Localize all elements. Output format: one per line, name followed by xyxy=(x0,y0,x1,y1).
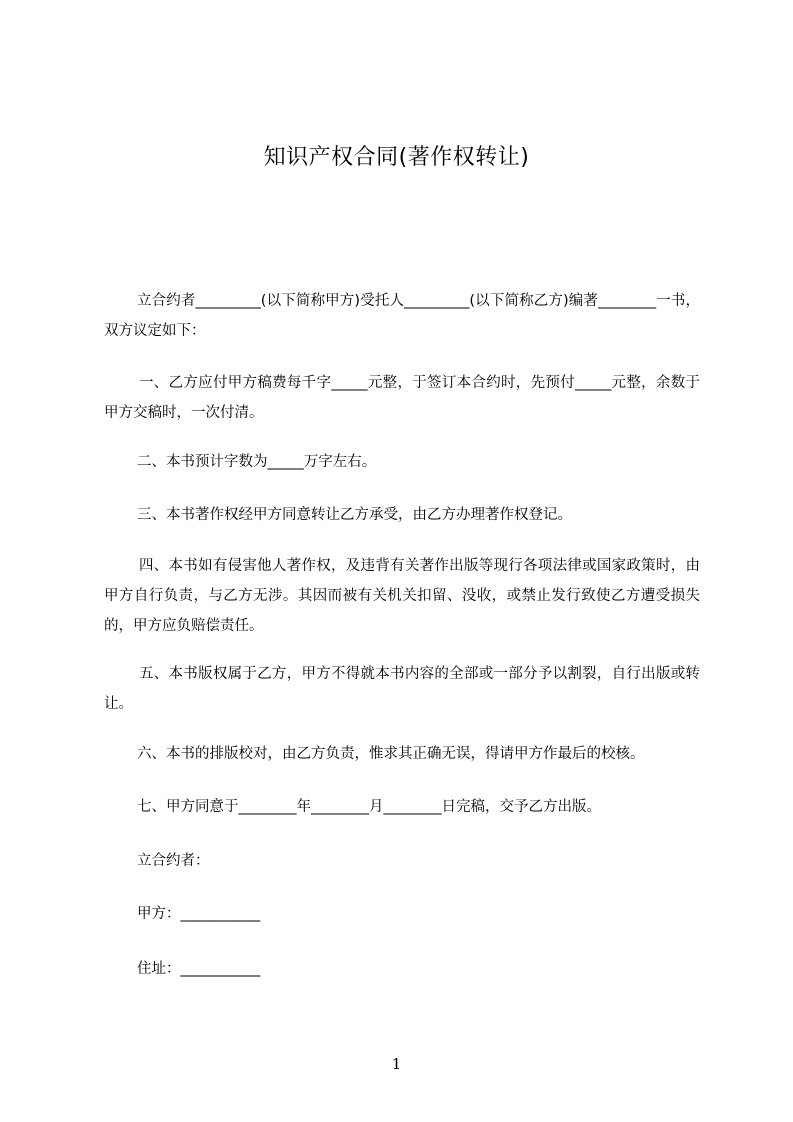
clause-2: 二、本书预计字数为_____万字左右。 xyxy=(137,454,377,470)
party-a-line: 甲方：___________ xyxy=(137,906,261,922)
document-title: 知识产权合同(著作权转让) xyxy=(263,145,530,170)
clause-1: 一、乙方应付甲方稿费每千字_____元整，于签订本合约时，先预付_____元整，余数于甲方交稿时，一次付清。 xyxy=(104,375,700,421)
clause-3: 三、本书著作权经甲方同意转让乙方承受，由乙方办理著作权登记。 xyxy=(137,507,572,523)
clause-5: 五、本书版权属于乙方，甲方不得就本书内容的全部或一部分予以割裂，自行出版或转让。 xyxy=(104,666,700,712)
preamble-paragraph: 立合约者_________(以下简称甲方)受托人_________(以下简称乙方)编著________一书，双方议定如下： xyxy=(104,293,700,339)
clause-6: 六、本书的排版校对，由乙方负责，惟求其正确无误，得请甲方作最后的校核。 xyxy=(137,746,645,762)
clause-4: 四、本书如有侵害他人著作权，及违背有关著作出版等现行各项法律或国家政策时，由甲方自行负责，与乙方无涉。其因而被有关机关扣留、没收，或禁止发行致使乙方遭受损失的，甲方应负赔偿责任。 xyxy=(104,558,700,634)
signature-heading: 立合约者： xyxy=(137,853,210,869)
page-number: 1 xyxy=(391,1055,402,1073)
address-line: 住址：___________ xyxy=(137,961,261,977)
clause-7: 七、甲方同意于________年________月________日完稿，交予乙方出版。 xyxy=(137,799,601,815)
